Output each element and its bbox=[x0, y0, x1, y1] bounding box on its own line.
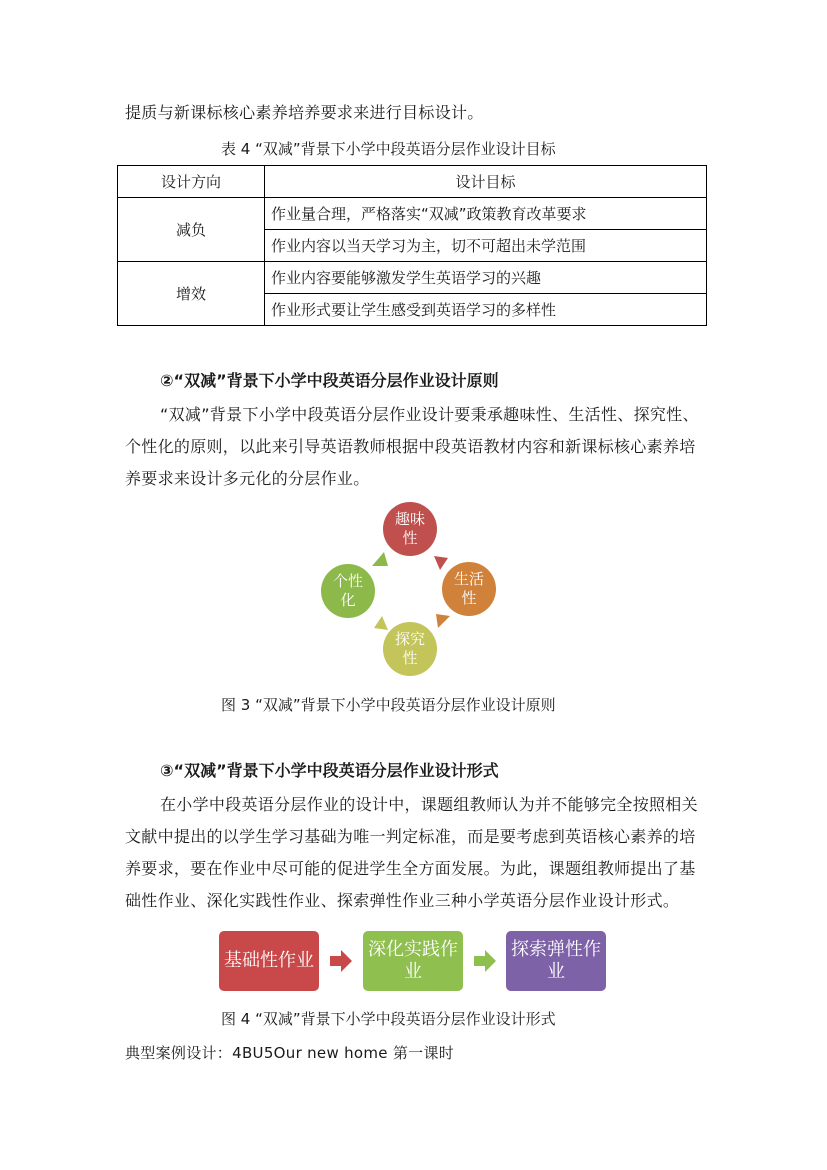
form-box-practice: 深化实践作业 bbox=[363, 931, 463, 991]
arrow-icon bbox=[434, 556, 448, 570]
arrow-icon bbox=[436, 614, 450, 628]
table-header-cell: 设计目标 bbox=[265, 166, 707, 198]
paragraph-line: “双减”背景下小学中段英语分层作业设计要秉承趣味性、生活性、探究性、 bbox=[160, 405, 699, 424]
paragraph-line: 在小学中段英语分层作业的设计中，课题组教师认为并不能够完全按照相关 bbox=[160, 795, 698, 814]
principle-node-life: 生活性 bbox=[442, 562, 496, 616]
form-box-basic: 基础性作业 bbox=[219, 931, 319, 991]
figure-caption: 图 4 “双减”背景下小学中段英语分层作业设计形式 bbox=[221, 1010, 556, 1028]
arrow-icon bbox=[372, 552, 388, 566]
paragraph-line: 文献中提出的以学生学习基础为唯一判定标准，而是要考虑到英语核心素养的培 bbox=[125, 827, 696, 846]
principle-node-inquiry: 探究性 bbox=[383, 622, 437, 676]
case-design-line: 典型案例设计：4BU5Our new home 第一课时 bbox=[125, 1044, 455, 1062]
paragraph-line: 养要求来设计多元化的分层作业。 bbox=[125, 469, 370, 488]
goal-cell: 作业形式要让学生感受到英语学习的多样性 bbox=[265, 294, 707, 326]
principle-node-individual: 个性化 bbox=[321, 564, 375, 618]
direction-cell: 增效 bbox=[118, 262, 265, 326]
paragraph-line: 个性化的原则，以此来引导英语教师根据中段英语教材内容和新课标核心素养培 bbox=[125, 437, 696, 456]
arrow-icon bbox=[374, 616, 388, 630]
paragraph-line: 础性作业、深化实践性作业、探索弹性作业三种小学英语分层作业设计形式。 bbox=[125, 891, 680, 910]
paragraph-line: 养要求，要在作业中尽可能的促进学生全方面发展。为此，课题组教师提出了基 bbox=[125, 859, 696, 878]
principle-node-fun: 趣味性 bbox=[383, 502, 437, 556]
table-header-cell: 设计方向 bbox=[118, 166, 265, 198]
form-box-explore: 探索弹性作业 bbox=[506, 931, 606, 991]
goal-cell: 作业内容以当天学习为主，切不可超出未学范围 bbox=[265, 230, 707, 262]
goal-cell: 作业量合理，严格落实“双减”政策教育改革要求 bbox=[265, 198, 707, 230]
right-arrow-icon bbox=[330, 950, 352, 972]
section-heading: ③“双减”背景下小学中段英语分层作业设计形式 bbox=[160, 761, 499, 780]
figure-caption: 图 3 “双减”背景下小学中段英语分层作业设计原则 bbox=[221, 696, 556, 714]
paragraph-line: 提质与新课标核心素养培养要求来进行目标设计。 bbox=[125, 103, 484, 122]
table-caption: 表 4 “双减”背景下小学中段英语分层作业设计目标 bbox=[221, 140, 556, 158]
section-heading: ②“双减”背景下小学中段英语分层作业设计原则 bbox=[160, 371, 499, 390]
right-arrow-icon bbox=[474, 950, 496, 972]
direction-cell: 减负 bbox=[118, 198, 265, 262]
goal-cell: 作业内容要能够激发学生英语学习的兴趣 bbox=[265, 262, 707, 294]
